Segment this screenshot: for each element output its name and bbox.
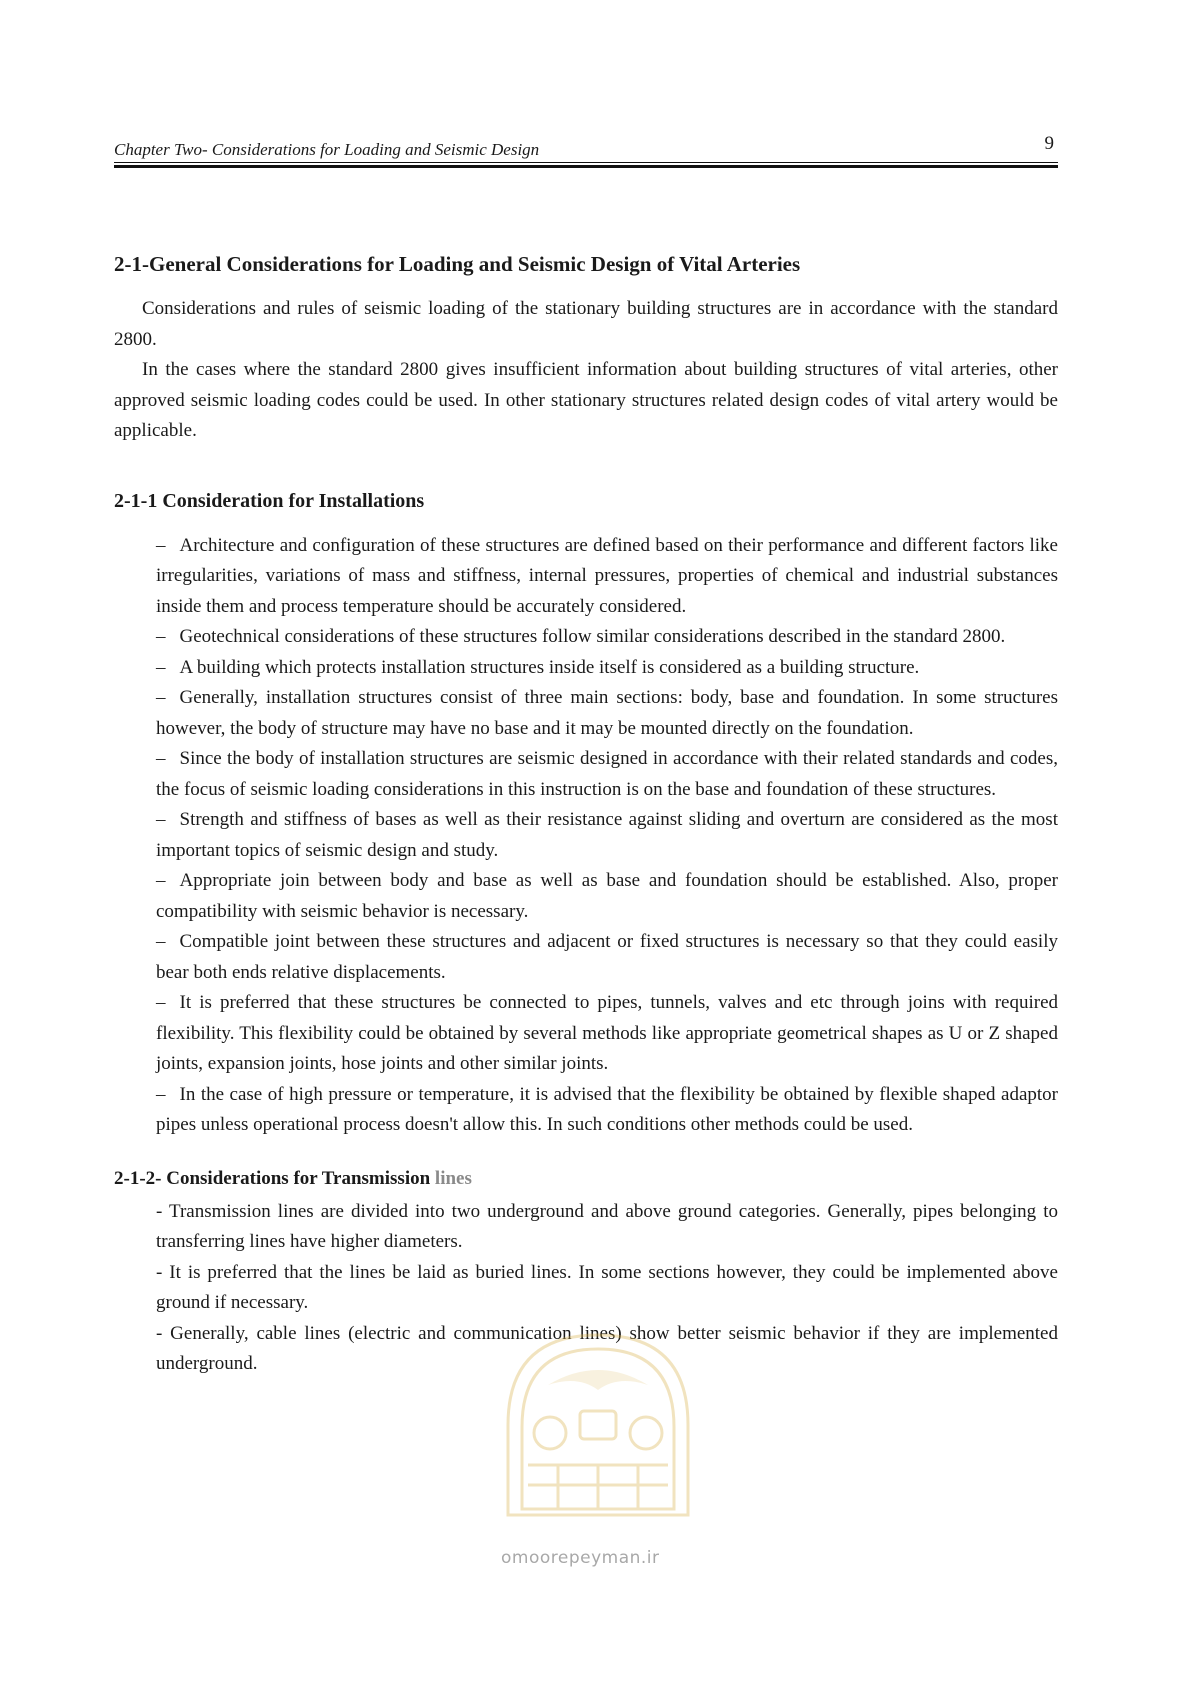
header-rule-thin xyxy=(114,162,1058,163)
list-item-text: It is preferred that these structures be connected to pipes, tunnels, valves and etc through joins with required flexibility. This flexibility could be obtained by several methods like appropriate geometrical shapes as U or Z shaped joints, expansion joints, hose joints and other similar joints. xyxy=(156,992,1058,1074)
section-heading-tail: lines xyxy=(434,1167,472,1189)
paragraph: Considerations and rules of seismic loading of the stationary building structures are in accordance with the standard 2800. xyxy=(114,298,1058,350)
section-heading-2-1-2 xyxy=(114,1165,1058,1193)
dash-marker: – xyxy=(156,1083,166,1105)
list-item-text: In the case of high pressure or temperature, it is advised that the flexibility be obtained by flexible shaped adaptor pipes unless operational process doesn't allow this. In such conditions other methods could be used. xyxy=(156,1083,1058,1135)
list-item xyxy=(156,805,1058,866)
list-item-text: Geotechnical considerations of these structures follow similar considerations described in the standard 2800. xyxy=(179,626,1006,647)
list-item-text: A building which protects installation structures inside itself is considered as a building structure. xyxy=(179,656,920,678)
transmission-list xyxy=(114,1197,1058,1380)
list-item: - It is preferred that the lines be laid as buried lines. In some sections however, they could be implemented above ground if necessary. xyxy=(156,1261,1058,1313)
dash-marker: – xyxy=(156,656,166,678)
installations-list xyxy=(114,531,1058,1141)
list-item-text: Compatible joint between these structures and adjacent or fixed structures is necessary so that they could easily bear both ends relative displacements. xyxy=(156,931,1058,983)
list-item xyxy=(156,927,1058,988)
list-item xyxy=(156,531,1058,623)
list-item xyxy=(156,653,1058,684)
dash-marker: – xyxy=(156,992,166,1013)
list-item-text: Since the body of installation structures are seismic designed in accordance with their related standards and codes, the focus of seismic loading considerations in this instruction is on the base and foundation of these structures. xyxy=(156,748,1058,800)
header-rule-thick xyxy=(114,165,1058,168)
chapter-title: Chapter Two- Considerations for Loading and Seismic Design xyxy=(114,140,540,159)
running-header xyxy=(114,128,1058,162)
dash-marker: – xyxy=(156,687,166,708)
list-item-text: Architecture and configuration of these structures are defined based on their performance and different factors like irregularities, variations of mass and stiffness, internal pressures, properties of chemical and industrial substances inside them and process temperature should be accurately considered. xyxy=(156,534,1058,617)
list-item xyxy=(156,866,1058,927)
watermark-text: omoorepeyman.ir xyxy=(501,1548,660,1568)
dash-marker: – xyxy=(156,870,166,891)
list-item-text: Generally, installation structures consist of three main sections: body, base and foundation. In some structures however, the body of structure may have no base and it may be mounted directly on the foundation. xyxy=(156,687,1058,739)
list-item-text: Appropriate join between body and base as well as base and foundation should be established. Also, proper compatibility with seismic behavior is necessary. xyxy=(156,870,1058,922)
page-body xyxy=(114,250,1058,1380)
dash-marker: – xyxy=(156,809,166,830)
list-item xyxy=(156,988,1058,1080)
dash-marker: – xyxy=(156,534,166,556)
list-item xyxy=(156,744,1058,805)
page-number: 9 xyxy=(1044,133,1054,154)
dash-marker: – xyxy=(156,748,166,769)
list-item xyxy=(156,683,1058,744)
list-item xyxy=(156,622,1058,653)
list-item: - Generally, cable lines (electric and communication lines) show better seismic behavior if they are implemented underground. xyxy=(156,1322,1058,1374)
dash-marker: – xyxy=(156,626,166,647)
list-item-text: Strength and stiffness of bases as well as their resistance against sliding and overturn are considered as the most important topics of seismic design and study. xyxy=(156,809,1058,861)
list-item xyxy=(156,1080,1058,1141)
list-item: - Transmission lines are divided into two underground and above ground categories. Generally, pipes belonging to transferring lines have higher diameters. xyxy=(156,1200,1058,1252)
section-heading-2-1: 2-1-General Considerations for Loading and Seismic Design of Vital Arteries xyxy=(114,252,801,276)
section-heading-2-1-1: 2-1-1 Consideration for Installations xyxy=(114,489,425,512)
section-heading-main: 2-1-2- Considerations for Transmission xyxy=(114,1167,431,1189)
paragraph: In the cases where the standard 2800 gives insufficient information about building structures of vital arteries, other approved seismic loading codes could be used. In other stationary structures related design codes of vital artery would be applicable. xyxy=(114,359,1058,441)
dash-marker: – xyxy=(156,931,166,952)
